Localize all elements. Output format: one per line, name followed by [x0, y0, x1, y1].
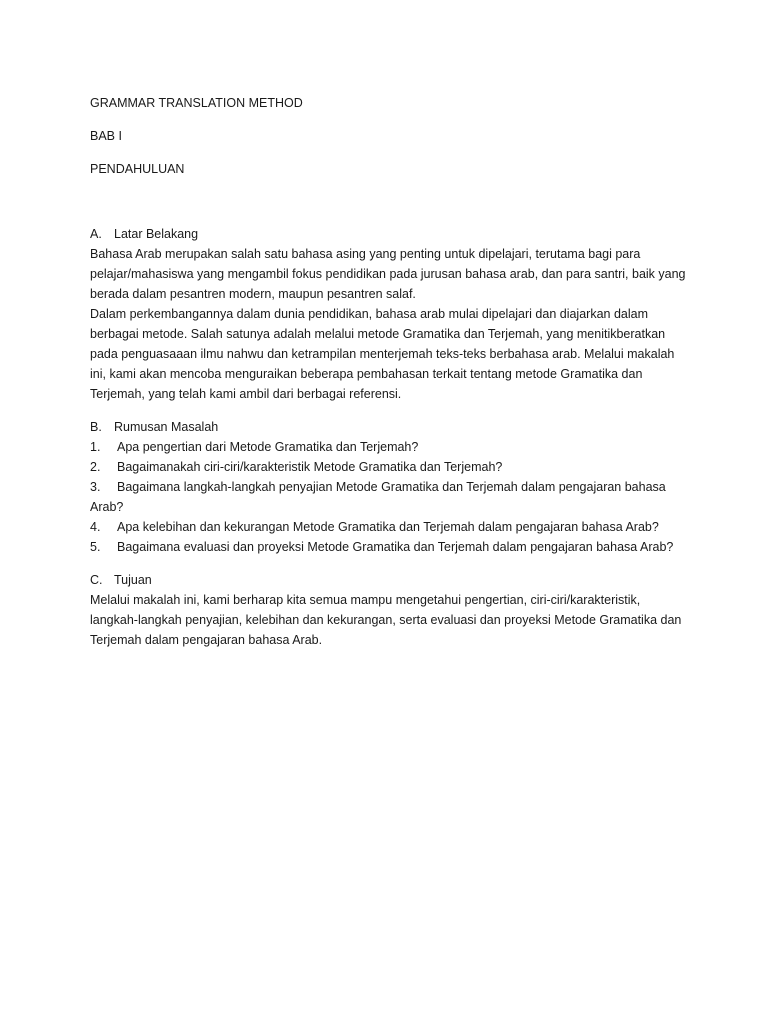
paragraph: Bahasa Arab merupakan salah satu bahasa asing yang penting untuk dipelajari, terutama bagi para pelajar/mahasiswa yang mengambil fokus pendidikan pada jurusan bahasa arab, dan para santri, baik yang berada dalam pesantren modern, maupun pesantren salaf. — [90, 247, 686, 301]
section-marker: B. — [90, 420, 102, 434]
list-item-text: Bagaimana evaluasi dan proyeksi Metode Gramatika dan Terjemah dalam pengajaran bahasa Arab? — [117, 540, 674, 554]
list-item — [90, 457, 690, 477]
chapter-label: BAB I — [90, 129, 122, 143]
list-item — [90, 517, 690, 537]
list-item-number: 3. — [90, 480, 101, 494]
list-item-text: Apa pengertian dari Metode Gramatika dan Terjemah? — [117, 440, 419, 454]
list-item — [90, 437, 690, 457]
list-item-number: 4. — [90, 520, 101, 534]
paragraph: Dalam perkembangannya dalam dunia pendidikan, bahasa arab mulai dipelajari dan diajarkan dalam berbagai metode. Salah satunya adalah melalui metode Gramatika dan Terjemah, yang menitikberatkan pada penguasaaan ilmu nahwu dan ketrampilan menterjemah teks-teks berbahasa arab. Melalui makalah ini, kami akan mencoba menguraikan beberapa pembahasan terkait tentang metode Gramatika dan Terjemah, yang telah kami ambil dari berbagai referensi. — [90, 307, 675, 401]
section-heading-tujuan — [90, 570, 690, 590]
list-item-text: Bagaimanakah ciri-ciri/karakteristik Metode Gramatika dan Terjemah? — [117, 460, 503, 474]
list-item-number: 2. — [90, 460, 101, 474]
section-marker: A. — [90, 227, 102, 241]
paragraph: Melalui makalah ini, kami berharap kita semua mampu mengetahui pengertian, ciri-ciri/karakteristik, langkah-langkah penyajian, kelebihan dan kekurangan, serta evaluasi dan proyeksi Metode Gramatika dan Terjemah dalam pengajaran bahasa Arab. — [90, 593, 682, 647]
document-content — [90, 93, 690, 650]
section-heading-text: Rumusan Masalah — [114, 420, 219, 434]
section-marker: C. — [90, 573, 103, 587]
list-item-number: 5. — [90, 540, 101, 554]
list-item — [90, 477, 690, 517]
section-heading-text: Latar Belakang — [114, 227, 199, 241]
list-item-number: 1. — [90, 440, 101, 454]
section-heading-latar-belakang — [90, 224, 690, 244]
section-heading-rumusan-masalah — [90, 417, 690, 437]
list-item-text: Apa kelebihan dan kekurangan Metode Gramatika dan Terjemah dalam pengajaran bahasa Arab? — [117, 520, 659, 534]
list-item-text: Bagaimana langkah-langkah penyajian Metode Gramatika dan Terjemah dalam pengajaran bahasa Arab? — [90, 480, 666, 514]
list-item — [90, 537, 690, 557]
chapter-title: PENDAHULUAN — [90, 162, 185, 176]
document-title: GRAMMAR TRANSLATION METHOD — [90, 96, 303, 110]
section-heading-text: Tujuan — [114, 573, 152, 587]
